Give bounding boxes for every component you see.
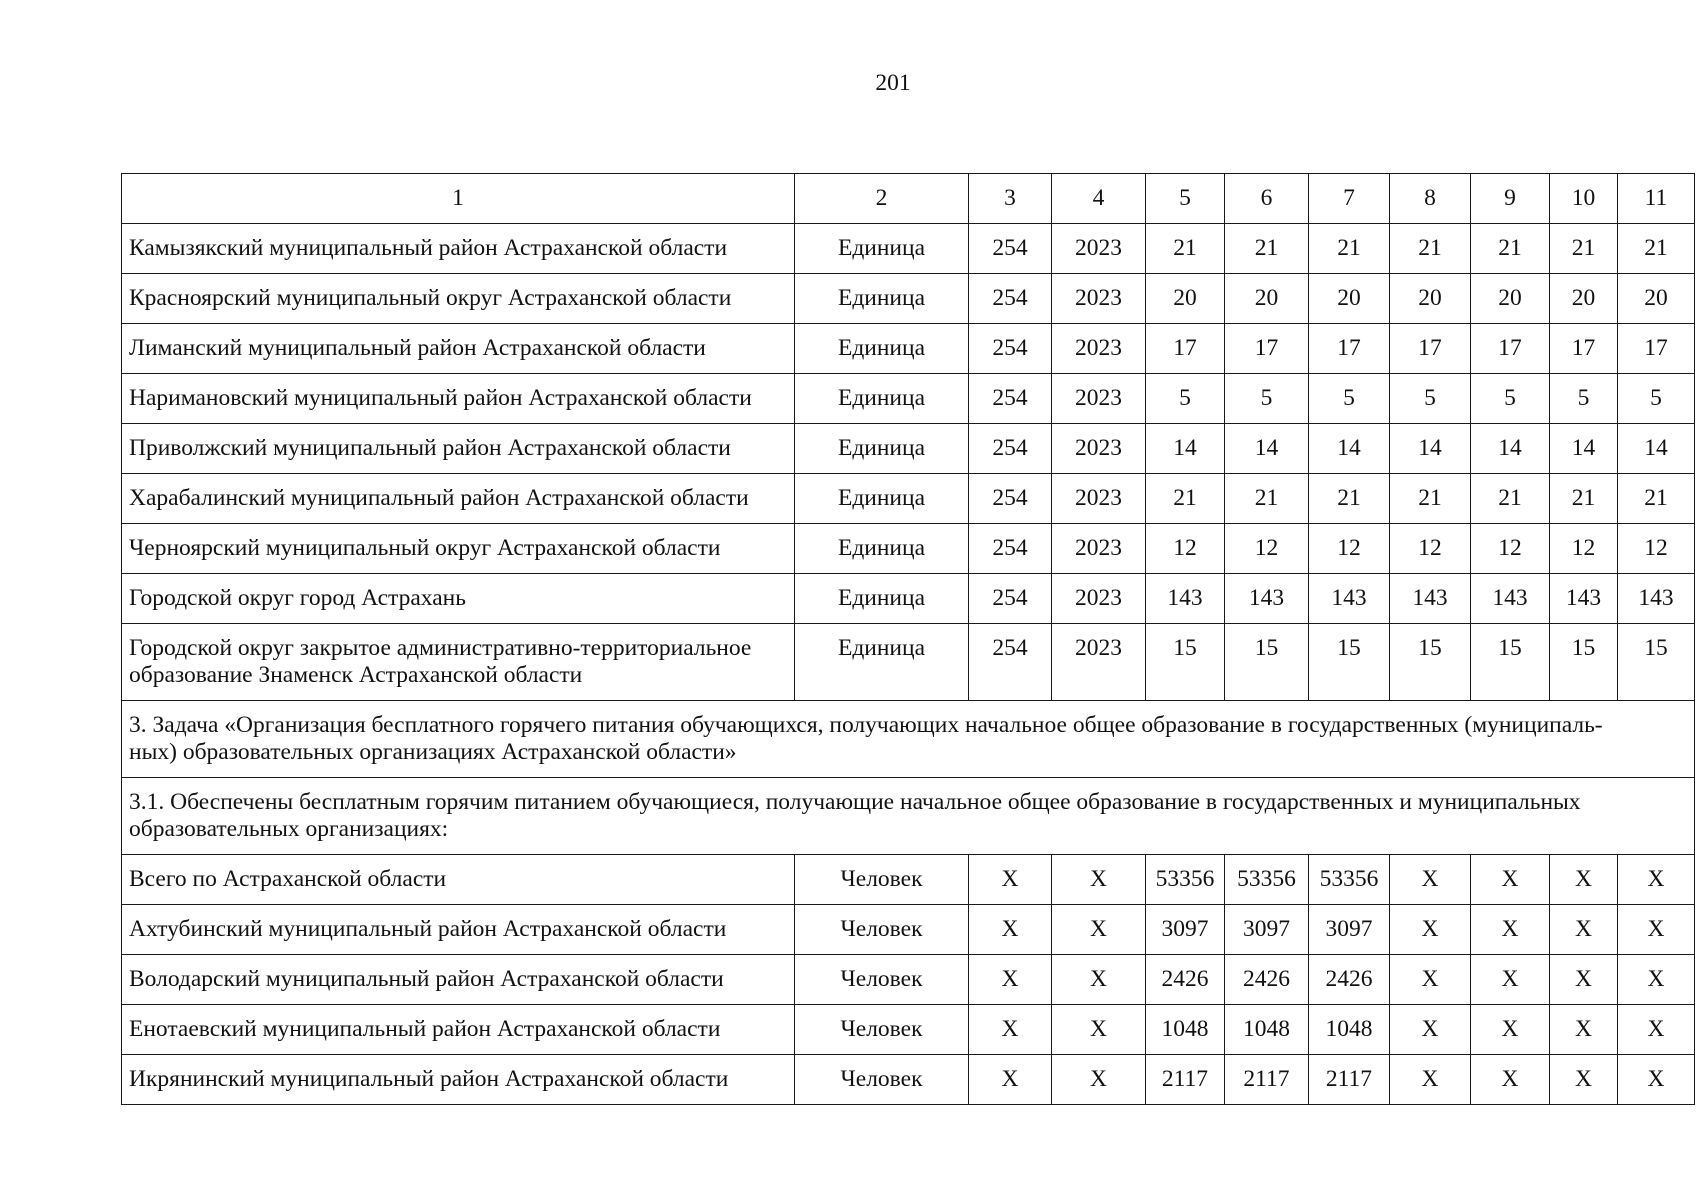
value-cell-col8: X (1390, 1055, 1471, 1105)
value-cell-col9: X (1471, 1005, 1550, 1055)
value-cell-col11: X (1618, 955, 1695, 1005)
column-number-header: 7 (1309, 174, 1390, 224)
value-cell-col5: 20 (1146, 274, 1225, 324)
value-cell-col9: 21 (1471, 224, 1550, 274)
value-cell-col4: 2023 (1052, 224, 1146, 274)
value-cell-col4: 2023 (1052, 374, 1146, 424)
section-line: 3.1. Обеспечены бесплатным горячим питанием обучающиеся, получающие начальное общее образование в государственных и муниципальных (129, 789, 1581, 815)
column-number-header: 8 (1390, 174, 1471, 224)
region-name-cell: Красноярский муниципальный округ Астраханской области (122, 274, 795, 324)
value-cell-col5: 5 (1146, 374, 1225, 424)
value-cell-col4: X (1052, 1005, 1146, 1055)
value-cell-col6: 21 (1225, 224, 1309, 274)
value-cell-col4: 2023 (1052, 524, 1146, 574)
value-cell-col9: X (1471, 905, 1550, 955)
region-name-cell: Городской округ город Астрахань (122, 574, 795, 624)
value-cell-col11: X (1618, 855, 1695, 905)
value-cell-col5: 21 (1146, 474, 1225, 524)
value-cell-col9: 21 (1471, 474, 1550, 524)
value-cell-col10: 143 (1550, 574, 1618, 624)
value-cell-col3: X (969, 955, 1052, 1005)
value-cell-col6: 1048 (1225, 1005, 1309, 1055)
value-cell-col7: 20 (1309, 274, 1390, 324)
value-cell-col3: 254 (969, 574, 1052, 624)
value-cell-col4: X (1052, 955, 1146, 1005)
value-cell-col3: 254 (969, 424, 1052, 474)
value-cell-col10: 12 (1550, 524, 1618, 574)
table-row (122, 424, 1695, 474)
table-row (122, 524, 1695, 574)
value-cell-col8: X (1390, 855, 1471, 905)
value-cell-col7: 53356 (1309, 855, 1390, 905)
unit-cell: Человек (795, 1055, 969, 1105)
value-cell-col8: 14 (1390, 424, 1471, 474)
value-cell-col9: X (1471, 855, 1550, 905)
value-cell-col4: 2023 (1052, 424, 1146, 474)
value-cell-col7: 143 (1309, 574, 1390, 624)
value-cell-col11: 20 (1618, 274, 1695, 324)
value-cell-col8: 12 (1390, 524, 1471, 574)
indicator-3-1-heading (122, 778, 1695, 855)
column-number-header: 5 (1146, 174, 1225, 224)
value-cell-col10: X (1550, 855, 1618, 905)
value-cell-col11: 17 (1618, 324, 1695, 374)
region-name-cell: Харабалинский муниципальный район Астраханской области (122, 474, 795, 524)
value-cell-col7: 21 (1309, 224, 1390, 274)
value-cell-col5: 3097 (1146, 905, 1225, 955)
value-cell-col11: 5 (1618, 374, 1695, 424)
column-number-header: 2 (795, 174, 969, 224)
column-number-header: 3 (969, 174, 1052, 224)
value-cell-col4: X (1052, 905, 1146, 955)
table-row (122, 324, 1695, 374)
value-cell-col7: 12 (1309, 524, 1390, 574)
value-cell-col4: X (1052, 855, 1146, 905)
column-number-header: 1 (122, 174, 795, 224)
column-numbers-row (122, 174, 1695, 224)
column-number-header: 11 (1618, 174, 1695, 224)
value-cell-col5: 1048 (1146, 1005, 1225, 1055)
value-cell-col4: 2023 (1052, 324, 1146, 374)
table-row (122, 474, 1695, 524)
value-cell-col6: 21 (1225, 474, 1309, 524)
value-cell-col8: X (1390, 1005, 1471, 1055)
section-line: образовательных организациях: (129, 816, 449, 842)
value-cell-col8: 21 (1390, 224, 1471, 274)
value-cell-col7: 2426 (1309, 955, 1390, 1005)
value-cell-col4: 2023 (1052, 274, 1146, 324)
table-row (122, 955, 1695, 1005)
indicators-table (121, 173, 1695, 1105)
value-cell-col10: X (1550, 1005, 1618, 1055)
value-cell-col6: 53356 (1225, 855, 1309, 905)
value-cell-col3: 254 (969, 474, 1052, 524)
region-name-cell: Икрянинский муниципальный район Астраханской области (122, 1055, 795, 1105)
task-3-heading (122, 701, 1695, 778)
column-number-header: 9 (1471, 174, 1550, 224)
value-cell-col10: X (1550, 955, 1618, 1005)
unit-cell: Единица (795, 524, 969, 574)
value-cell-col9: X (1471, 955, 1550, 1005)
unit-cell: Единица (795, 424, 969, 474)
value-cell-col3: 254 (969, 524, 1052, 574)
value-cell-col6: 5 (1225, 374, 1309, 424)
unit-cell: Человек (795, 955, 969, 1005)
value-cell-col5: 12 (1146, 524, 1225, 574)
value-cell-col8: 20 (1390, 274, 1471, 324)
value-cell-col11: 21 (1618, 224, 1695, 274)
region-name-cell (122, 624, 795, 701)
value-cell-col4: 2023 (1052, 574, 1146, 624)
value-cell-col9: 17 (1471, 324, 1550, 374)
table-row (122, 624, 1695, 701)
table-row (122, 1005, 1695, 1055)
value-cell-col5: 2117 (1146, 1055, 1225, 1105)
value-cell-col5: 143 (1146, 574, 1225, 624)
table-row (122, 905, 1695, 955)
value-cell-col7: 3097 (1309, 905, 1390, 955)
value-cell-col6: 20 (1225, 274, 1309, 324)
value-cell-col9: 20 (1471, 274, 1550, 324)
value-cell-col10: 14 (1550, 424, 1618, 474)
value-cell-col8: 5 (1390, 374, 1471, 424)
value-cell-col10: X (1550, 1055, 1618, 1105)
value-cell-col9: 15 (1471, 624, 1550, 701)
value-cell-col7: 1048 (1309, 1005, 1390, 1055)
value-cell-col11: X (1618, 1005, 1695, 1055)
unit-cell: Единица (795, 274, 969, 324)
value-cell-col10: 21 (1550, 224, 1618, 274)
value-cell-col4: 2023 (1052, 624, 1146, 701)
region-name-line: образование Знаменск Астраханской области (129, 662, 583, 688)
value-cell-col7: 14 (1309, 424, 1390, 474)
value-cell-col7: 21 (1309, 474, 1390, 524)
value-cell-col5: 21 (1146, 224, 1225, 274)
region-name-cell: Приволжский муниципальный район Астраханской области (122, 424, 795, 474)
table-row (122, 274, 1695, 324)
value-cell-col6: 12 (1225, 524, 1309, 574)
value-cell-col5: 17 (1146, 324, 1225, 374)
region-name-cell: Лиманский муниципальный район Астраханской области (122, 324, 795, 374)
value-cell-col8: X (1390, 905, 1471, 955)
value-cell-col4: X (1052, 1055, 1146, 1105)
unit-cell: Единица (795, 624, 969, 701)
value-cell-col11: 12 (1618, 524, 1695, 574)
section-line: 3. Задача «Организация бесплатного горячего питания обучающихся, получающих начальное общее образование в государственных (муниципаль- (129, 712, 1603, 738)
value-cell-col10: 21 (1550, 474, 1618, 524)
value-cell-col11: X (1618, 905, 1695, 955)
value-cell-col11: X (1618, 1055, 1695, 1105)
region-name-cell: Черноярский муниципальный округ Астраханской области (122, 524, 795, 574)
table-row (122, 374, 1695, 424)
value-cell-col8: 15 (1390, 624, 1471, 701)
value-cell-col11: 15 (1618, 624, 1695, 701)
section-row (122, 701, 1695, 778)
unit-cell: Человек (795, 855, 969, 905)
table-row (122, 224, 1695, 274)
region-name-line: Городской округ закрытое административно-территориальное (129, 635, 752, 661)
column-number-header: 4 (1052, 174, 1146, 224)
unit-cell: Единица (795, 324, 969, 374)
value-cell-col6: 2117 (1225, 1055, 1309, 1105)
value-cell-col8: X (1390, 955, 1471, 1005)
value-cell-col8: 17 (1390, 324, 1471, 374)
table-row (122, 1055, 1695, 1105)
value-cell-col6: 2426 (1225, 955, 1309, 1005)
region-name-cell: Камызякский муниципальный район Астраханской области (122, 224, 795, 274)
value-cell-col3: 254 (969, 374, 1052, 424)
value-cell-col6: 15 (1225, 624, 1309, 701)
value-cell-col9: 14 (1471, 424, 1550, 474)
column-number-header: 10 (1550, 174, 1618, 224)
value-cell-col11: 143 (1618, 574, 1695, 624)
value-cell-col8: 143 (1390, 574, 1471, 624)
region-name-cell: Володарский муниципальный район Астраханской области (122, 955, 795, 1005)
value-cell-col6: 14 (1225, 424, 1309, 474)
value-cell-col10: 15 (1550, 624, 1618, 701)
unit-cell: Человек (795, 905, 969, 955)
value-cell-col11: 21 (1618, 474, 1695, 524)
value-cell-col3: X (969, 1055, 1052, 1105)
value-cell-col10: X (1550, 905, 1618, 955)
value-cell-col10: 17 (1550, 324, 1618, 374)
value-cell-col3: 254 (969, 274, 1052, 324)
value-cell-col3: 254 (969, 624, 1052, 701)
value-cell-col10: 20 (1550, 274, 1618, 324)
value-cell-col5: 15 (1146, 624, 1225, 701)
value-cell-col7: 2117 (1309, 1055, 1390, 1105)
unit-cell: Единица (795, 374, 969, 424)
value-cell-col3: 254 (969, 324, 1052, 374)
value-cell-col7: 5 (1309, 374, 1390, 424)
unit-cell: Единица (795, 224, 969, 274)
value-cell-col6: 17 (1225, 324, 1309, 374)
region-name-cell: Ахтубинский муниципальный район Астраханской области (122, 905, 795, 955)
value-cell-col3: 254 (969, 224, 1052, 274)
value-cell-col3: X (969, 1005, 1052, 1055)
value-cell-col9: 12 (1471, 524, 1550, 574)
unit-cell: Человек (795, 1005, 969, 1055)
value-cell-col9: 143 (1471, 574, 1550, 624)
region-name-cell: Наримановский муниципальный район Астраханской области (122, 374, 795, 424)
value-cell-col9: X (1471, 1055, 1550, 1105)
section-line: ных) образовательных организациях Астраханской области» (129, 739, 737, 765)
value-cell-col5: 53356 (1146, 855, 1225, 905)
value-cell-col10: 5 (1550, 374, 1618, 424)
region-name-cell: Всего по Астраханской области (122, 855, 795, 905)
value-cell-col7: 17 (1309, 324, 1390, 374)
section-row (122, 778, 1695, 855)
column-number-header: 6 (1225, 174, 1309, 224)
value-cell-col8: 21 (1390, 474, 1471, 524)
value-cell-col6: 143 (1225, 574, 1309, 624)
value-cell-col4: 2023 (1052, 474, 1146, 524)
value-cell-col3: X (969, 855, 1052, 905)
page-number: 201 (875, 70, 911, 96)
value-cell-col5: 2426 (1146, 955, 1225, 1005)
value-cell-col3: X (969, 905, 1052, 955)
value-cell-col9: 5 (1471, 374, 1550, 424)
unit-cell: Единица (795, 574, 969, 624)
value-cell-col6: 3097 (1225, 905, 1309, 955)
value-cell-col11: 14 (1618, 424, 1695, 474)
region-name-cell: Енотаевский муниципальный район Астраханской области (122, 1005, 795, 1055)
table-row (122, 574, 1695, 624)
table-row (122, 855, 1695, 905)
value-cell-col7: 15 (1309, 624, 1390, 701)
unit-cell: Единица (795, 474, 969, 524)
value-cell-col5: 14 (1146, 424, 1225, 474)
